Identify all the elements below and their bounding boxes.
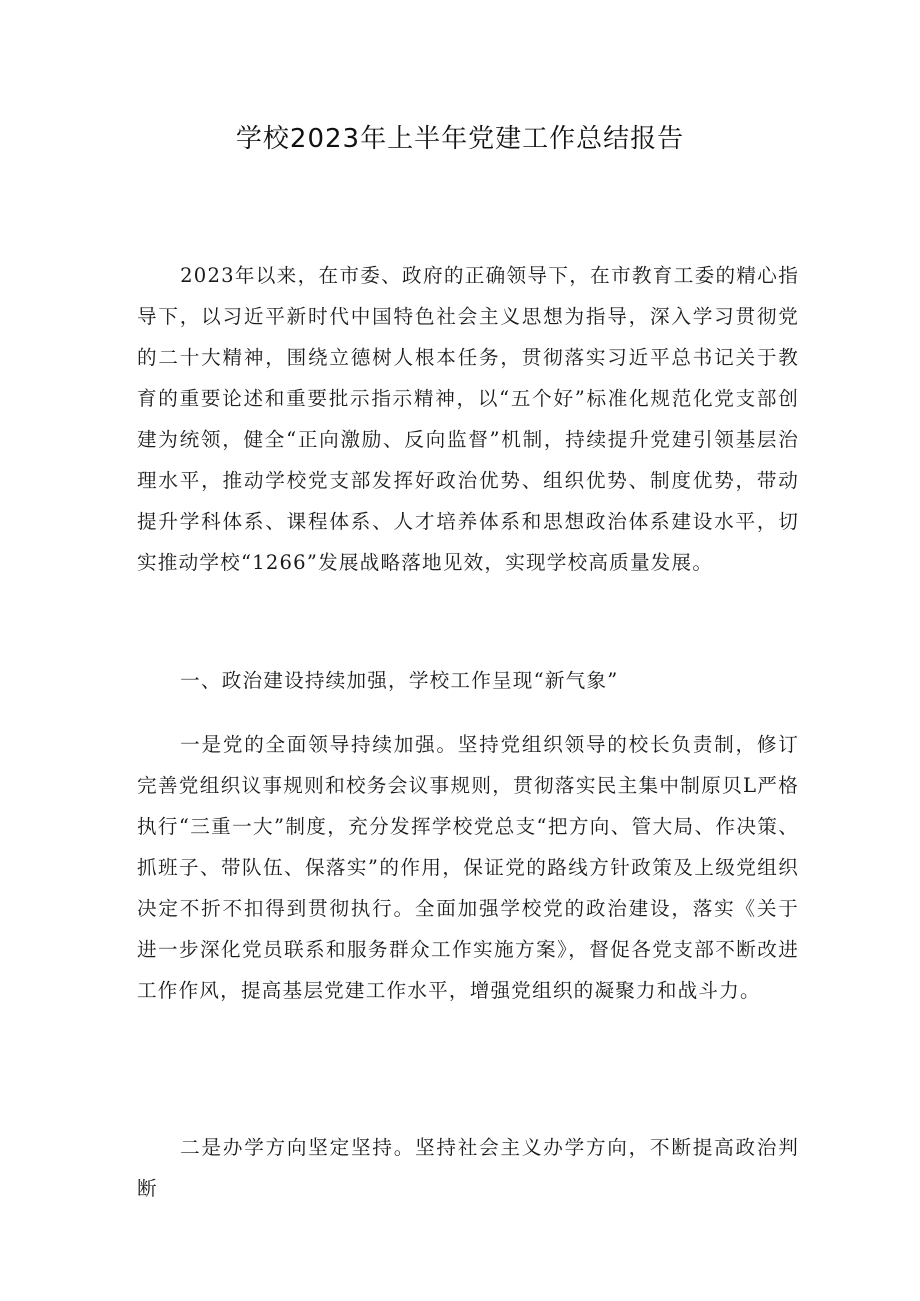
section-heading: 一、政治建设持续加强，学校工作呈现“新气象”: [180, 669, 619, 692]
intro-paragraph: 2023年以来，在市委、政府的正确领导下，在市教育工委的精心指导下，以习近平新时代中国特色社会主义思想为指导，深入学习贯彻党的二十大精神，围绕立德树人根本任务，贯彻落实习近平总书记关于教育的重要论述和重要批示指示精神，以“五个好”标准化规范化党支部创建为统领，健全“正向激励、反向监督”机制，持续提升党建引领基层治理水平，推动学校党支部发挥好政治优势、组织优势、制度优势，带动提升学科体系、课程体系、人才培养体系和思想政治体系建设水平，切实推动学校“1266”发展战略落地见效，实现学校高质量发展。: [137, 264, 799, 574]
body-paragraph: 二是办学方向坚定坚持。坚持社会主义办学方向，不断提高政治判断: [137, 1136, 799, 1200]
document-title: 学校2023年上半年党建工作总结报告: [235, 124, 685, 154]
body-paragraph: 一是党的全面领导持续加强。坚持党组织领导的校长负责制，修订完善党组织议事规则和校务会议事规则，贯彻落实民主集中制原贝L严格执行“三重一大”制度，充分发挥学校党总支“把方向、管大局、作决策、抓班子、带队伍、保落实”的作用，保证党的路线方针政策及上级党组织决定不折不扣得到贯彻执行。全面加强学校党的政治建设，落实《关于进一步深化党员联系和服务群众工作实施方案》，督促各党支部不断改进工作作风，提高基层党建工作水平，增强党组织的凝聚力和战斗力。: [137, 733, 799, 1002]
